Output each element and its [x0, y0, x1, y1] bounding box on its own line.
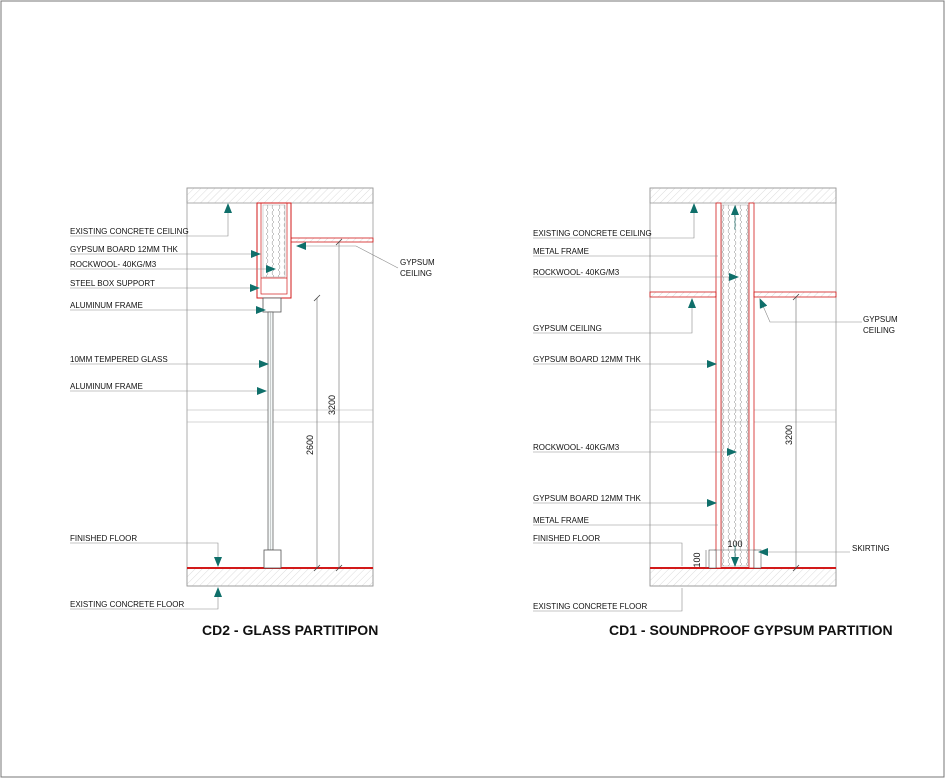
cd2-top-frame [263, 298, 281, 312]
cd2-ceiling-board [291, 238, 373, 242]
cd1-label-skirting: SKIRTING [852, 544, 890, 553]
cd2-label-rockwool: ROCKWOOL- 40KG/M3 [70, 260, 157, 269]
cd1-label-gypsum-ceiling: GYPSUM CEILING [533, 324, 602, 333]
cd1-ceiling-slab [650, 188, 836, 203]
cd2-label-frame-top: ALUMINUM FRAME [70, 301, 143, 310]
cd1-board-right [749, 203, 754, 568]
cd1-label-gypsum-board-top: GYPSUM BOARD 12MM THK [533, 355, 641, 364]
cd1-label-concrete-floor: EXISTING CONCRETE FLOOR [533, 602, 648, 611]
cd2-floor-slab [187, 568, 373, 586]
cd2-label-finished-floor: FINISHED FLOOR [70, 534, 138, 543]
cd2-label-steel-box: STEEL BOX SUPPORT [70, 279, 155, 288]
cd1-label-metal-frame-top: METAL FRAME [533, 247, 590, 256]
cd1-label-gypsum-ceiling-right-1: GYPSUM [863, 315, 898, 324]
cd2-title: CD2 - GLASS PARTITIPON [202, 622, 379, 638]
cd2-label-glass: 10MM TEMPERED GLASS [70, 355, 168, 364]
cd1-label-gypsum-ceiling-right-2: CEILING [863, 326, 896, 335]
cd1-rockwool [722, 205, 748, 566]
cd1-detail [533, 188, 898, 638]
cd1-label-rockwool-top: ROCKWOOL- 40KG/M3 [533, 268, 620, 277]
cd2-label-gypsum-ceiling-1: GYPSUM [400, 258, 435, 267]
cd1-label-ceiling: EXISTING CONCRETE CEILING [533, 229, 652, 238]
cd1-label-gypsum-board-bottom: GYPSUM BOARD 12MM THK [533, 494, 641, 503]
cd2-detail [70, 188, 435, 638]
cd1-leader-finished-floor [533, 543, 682, 566]
cd1-ceiling-board-left [650, 292, 716, 297]
cd1-leader-gypsum-ceiling-right [760, 299, 862, 322]
cd2-label-gypsum-board: GYPSUM BOARD 12MM THK [70, 245, 178, 254]
cd1-ceiling-board-right [754, 292, 836, 297]
cd1-dim-100-vertical: 100 [692, 552, 702, 568]
cd1-label-finished-floor: FINISHED FLOOR [533, 534, 601, 543]
cd2-leader-gypsum-ceiling [297, 246, 398, 268]
cd1-board-left [716, 203, 721, 568]
cd1-dim-3200: 3200 [784, 424, 794, 446]
cd1-dim-100-horizontal: 100 [727, 539, 743, 549]
cd1-label-rockwool-bottom: ROCKWOOL- 40KG/M3 [533, 443, 620, 452]
cd1-skirting-left [709, 550, 716, 568]
cd2-bottom-frame [264, 550, 281, 568]
cd1-skirting-right [754, 550, 761, 568]
cd2-label-concrete-floor: EXISTING CONCRETE FLOOR [70, 600, 185, 609]
cd2-rockwool [263, 205, 285, 277]
cd1-label-metal-frame-bottom: METAL FRAME [533, 516, 590, 525]
cd1-floor-slab [650, 568, 836, 586]
cd2-dim-2600: 2600 [305, 434, 315, 456]
cd2-leader-finished-floor [70, 543, 218, 566]
cd2-label-ceiling: EXISTING CONCRETE CEILING [70, 227, 189, 236]
cd2-label-gypsum-ceiling-2: CEILING [400, 269, 433, 278]
cd1-title: CD1 - SOUNDPROOF GYPSUM PARTITION [609, 622, 893, 638]
cd2-label-frame-mid: ALUMINUM FRAME [70, 382, 143, 391]
cd2-ceiling-slab [187, 188, 373, 203]
cd2-dim-3200: 3200 [327, 394, 337, 416]
